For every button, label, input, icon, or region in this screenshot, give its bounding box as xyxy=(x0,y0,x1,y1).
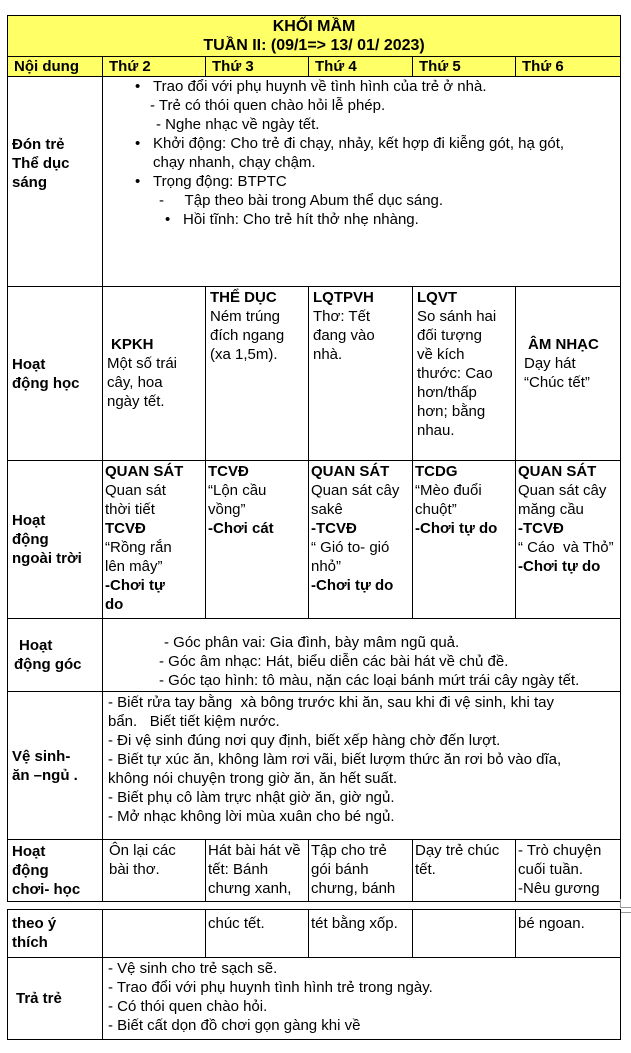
text-line: măng cầu xyxy=(518,501,584,518)
label-ngoai-troi xyxy=(8,461,103,619)
grade-title: KHỐI MẦM xyxy=(272,18,356,35)
cell-choi2-thu6 xyxy=(516,910,621,958)
col-header-thu2: Thứ 2 xyxy=(103,57,206,77)
text-line: sakê xyxy=(311,501,343,518)
text-line: tết. xyxy=(415,861,436,878)
text-line: bài thơ. xyxy=(109,861,160,878)
label-hoat-dong-hoc xyxy=(8,287,103,461)
text-line: đích ngang xyxy=(210,327,285,344)
title-row xyxy=(8,16,621,57)
text-line: QUAN SÁT xyxy=(311,463,390,480)
cell-hdh-thu4 xyxy=(309,287,413,461)
cell-tra-tre-content xyxy=(103,958,621,1040)
cell-ngt-thu5 xyxy=(413,461,516,619)
text-line: không nói chuyện trong giờ ăn, ăn hết suất. xyxy=(108,770,398,787)
text-line: QUAN SÁT xyxy=(518,463,597,480)
cell-ngt-thu6 xyxy=(516,461,621,619)
label-line: động góc xyxy=(14,656,82,673)
text-line: - Góc âm nhạc: Hát, biểu diễn các bài hát về chủ đề. xyxy=(159,653,509,670)
label-choi xyxy=(8,840,103,902)
text-line: - Góc phân vai: Gia đình, bày mâm ngũ quả. xyxy=(164,634,460,651)
text-line: Hát bài hát về xyxy=(208,842,301,859)
text-line: do xyxy=(105,596,124,613)
label-line: Vệ sinh- xyxy=(12,747,71,765)
header-row xyxy=(8,57,621,77)
text-line: Quan sát cây xyxy=(311,482,400,499)
text-line: - Có thói quen chào hỏi. xyxy=(108,998,268,1015)
cell-goc-content xyxy=(103,619,621,692)
cell-choi2-thu4 xyxy=(309,910,413,958)
subject-title: LQVT xyxy=(417,289,457,306)
text-line: cây, hoa xyxy=(107,374,163,391)
text-line: TCVĐ xyxy=(208,463,249,480)
text-line: -Nêu gương xyxy=(518,880,600,897)
cell-hdh-thu3 xyxy=(206,287,309,461)
label-line: động xyxy=(12,531,49,548)
text-line: - Vệ sinh cho trẻ sạch sẽ. xyxy=(108,960,278,977)
text-line: hơn; bằng xyxy=(417,403,486,420)
col-header-thu3: Thứ 3 xyxy=(206,57,309,77)
text-line: -Chơi tự do xyxy=(518,558,601,575)
text-line: chạy nhanh, chạy chậm. xyxy=(153,154,316,171)
row-hoat-dong-goc xyxy=(8,619,621,692)
text-line: “ Cáo và Thỏ” xyxy=(518,539,614,556)
text-line: -Chơi cát xyxy=(208,520,274,537)
text-line: Thơ: Tết xyxy=(313,308,371,325)
text-line: đối tượng xyxy=(417,327,482,344)
cell-choi2-thu2 xyxy=(103,910,206,958)
text-line: -TCVĐ xyxy=(311,520,357,537)
text-line: “Mèo đuổi xyxy=(415,482,482,499)
label-don-tre xyxy=(8,77,103,287)
label-tra-tre: Trả trẻ xyxy=(8,958,103,1040)
text-line: thời tiết xyxy=(105,501,155,518)
cell-choi2-thu5 xyxy=(413,910,516,958)
text-line: Quan sát cây xyxy=(518,482,607,499)
label-line: Hoạt xyxy=(12,843,46,860)
label-line: Hoạt xyxy=(19,637,53,654)
col-header-thu4: Thứ 4 xyxy=(309,57,413,77)
cell-ngt-thu4 xyxy=(309,461,413,619)
text-line: chưng xanh, xyxy=(208,880,292,897)
text-line: ngày tết. xyxy=(107,393,165,410)
text-line: Ôn lại các xyxy=(109,842,176,859)
text-line: “Rồng rắn xyxy=(105,539,172,556)
cell-choi-thu5 xyxy=(413,840,516,902)
text-line: - Trẻ có thói quen chào hỏi lễ phép. xyxy=(150,97,386,114)
label-line: chơi- học xyxy=(12,881,81,898)
text-line: Quan sát xyxy=(105,482,166,499)
text-line: cuối tuần. xyxy=(518,861,584,878)
text-line: QUAN SÁT xyxy=(105,463,184,480)
cell-choi2-thu3 xyxy=(206,910,309,958)
cell-hdh-thu2 xyxy=(103,287,206,461)
col-header-content: Nội dung xyxy=(8,57,103,77)
cell-hdh-thu5 xyxy=(413,287,516,461)
label-line: ngoài trời xyxy=(12,550,82,567)
row-tra-tre xyxy=(8,958,621,1040)
text-line: lên mây” xyxy=(105,558,163,575)
text-line: gói bánh xyxy=(311,861,369,878)
text-line: - Đi vệ sinh đúng nơi quy định, biết xếp hàng chờ đến lượt. xyxy=(108,732,501,749)
schedule-table-continued xyxy=(7,909,621,1040)
text-line: chuột” xyxy=(415,501,457,518)
cell-ve-sinh-content xyxy=(103,692,621,840)
text-line: đang vào xyxy=(313,327,375,344)
label-line: Đón trẻ xyxy=(12,136,65,153)
text-line: vồng” xyxy=(208,501,246,518)
text-line: -Chơi tự xyxy=(105,577,165,594)
text-line: Dạy trẻ chúc xyxy=(415,842,500,859)
text-line: nhà. xyxy=(313,346,343,363)
label-ve-sinh xyxy=(8,692,103,840)
text-line: Ném trúng xyxy=(210,308,281,325)
label-line: động xyxy=(12,862,49,879)
text-line: - Biết phụ cô làm trực nhật giờ ăn, giờ ngủ. xyxy=(108,789,395,806)
text-line: -Chơi tự do xyxy=(311,577,394,594)
cell-don-tre-content xyxy=(103,77,621,287)
subject-title: KPKH xyxy=(111,336,154,353)
row-choi-part2 xyxy=(8,910,621,958)
text-line: thước: Cao xyxy=(417,365,493,382)
text-line: So sánh hai xyxy=(417,308,497,325)
week-title: TUẦN II: (09/1=> 13/ 01/ 2023) xyxy=(203,37,425,54)
text-line: - Biết cất dọn đồ chơi gọn gàng khi về xyxy=(108,1017,361,1034)
text-line: TCVĐ xyxy=(105,520,146,537)
row-ve-sinh xyxy=(8,692,621,840)
text-line: - Biết rửa tay bằng xà bông trước khi ăn, sau khi đi vệ sinh, khi tay xyxy=(108,694,554,711)
text-line: Tập cho trẻ xyxy=(311,842,387,859)
subject-title: LQTPVH xyxy=(313,289,374,306)
text-line: “ Gió to- gió xyxy=(311,539,390,556)
text-line: bẩn. Biết tiết kiệm nước. xyxy=(108,713,280,730)
label-line: thích xyxy=(12,934,48,951)
text-line: (xa 1,5m). xyxy=(210,346,278,363)
text-line: bé ngoan. xyxy=(518,915,585,932)
cell-choi-thu4 xyxy=(309,840,413,902)
text-line: tết: Bánh xyxy=(208,861,269,878)
text-line: Trao đổi với phụ huynh về tình hình của trẻ ở nhà. xyxy=(153,78,487,95)
subject-title: THỂ DỤC xyxy=(210,289,277,306)
label-line: Hoạt xyxy=(12,512,46,529)
text-line: Dạy hát xyxy=(524,355,576,372)
cell-ngt-thu2 xyxy=(103,461,206,619)
text-line: - Nghe nhạc về ngày tết. xyxy=(156,116,320,133)
text-line: - Trò chuyện xyxy=(518,842,602,859)
text-line: - Trao đổi với phụ huynh tình hình trẻ trong ngày. xyxy=(108,979,433,996)
page-break-marker xyxy=(620,899,631,908)
label-line: sáng xyxy=(12,174,48,191)
text-line: nhau. xyxy=(417,422,455,439)
text-line: hơn/thấp xyxy=(417,384,477,401)
label-line: Hoạt xyxy=(12,355,46,373)
text-line: chưng, bánh xyxy=(311,880,396,897)
text-line: Trọng động: BTPTC xyxy=(153,173,287,190)
cell-choi-thu6 xyxy=(516,840,621,902)
text-line: - Biết tự xúc ăn, không làm rơi vãi, biết lượm thức ăn rơi bỏ vào dĩa, xyxy=(108,751,562,768)
label-hoat-dong-goc xyxy=(8,619,103,692)
cell-hdh-thu6 xyxy=(516,287,621,461)
text-line: TCDG xyxy=(415,463,458,480)
page-break-marker xyxy=(620,912,631,921)
text-line: - Góc tạo hình: tô màu, nặn các loại bánh mứt trái cây ngày tết. xyxy=(159,672,580,689)
title-cell xyxy=(8,16,621,57)
cell-choi-thu2 xyxy=(103,840,206,902)
label-line: ăn –ngủ . xyxy=(12,766,78,784)
text-line: tét bằng xốp. xyxy=(311,915,398,932)
col-header-thu5: Thứ 5 xyxy=(413,57,516,77)
text-line: -TCVĐ xyxy=(518,520,564,537)
text-line: “Lộn cầu xyxy=(208,482,267,499)
text-line: về kích xyxy=(417,346,465,363)
text-line: Khởi động: Cho trẻ đi chạy, nhảy, kết hợp đi kiễng gót, hạ gót, xyxy=(153,135,565,152)
text-line: Hồi tĩnh: Cho trẻ hít thở nhẹ nhàng. xyxy=(183,211,419,228)
text-line: chúc tết. xyxy=(208,915,265,932)
schedule-table xyxy=(7,15,621,902)
text-line: -Chơi tự do xyxy=(415,520,498,537)
text-line: nhỏ” xyxy=(311,558,342,575)
label-line: theo ý xyxy=(12,915,57,932)
cell-choi-thu3 xyxy=(206,840,309,902)
label-line: động học xyxy=(12,374,80,392)
subject-title: ÂM NHẠC xyxy=(528,336,599,353)
label-line: Thể dục xyxy=(12,155,70,172)
text-line: “Chúc tết” xyxy=(524,374,590,391)
text-line: Một số trái xyxy=(107,355,178,372)
row-choi-part1 xyxy=(8,840,621,902)
row-don-tre xyxy=(8,77,621,287)
row-ngoai-troi xyxy=(8,461,621,619)
text-line: - Mở nhạc không lời mùa xuân cho bé ngủ. xyxy=(108,808,395,825)
col-header-thu6: Thứ 6 xyxy=(516,57,621,77)
row-hoat-dong-hoc xyxy=(8,287,621,461)
label-choi-cont xyxy=(8,910,103,958)
cell-ngt-thu3 xyxy=(206,461,309,619)
text-line: - Tập theo bài trong Abum thể dục sáng. xyxy=(159,192,444,209)
